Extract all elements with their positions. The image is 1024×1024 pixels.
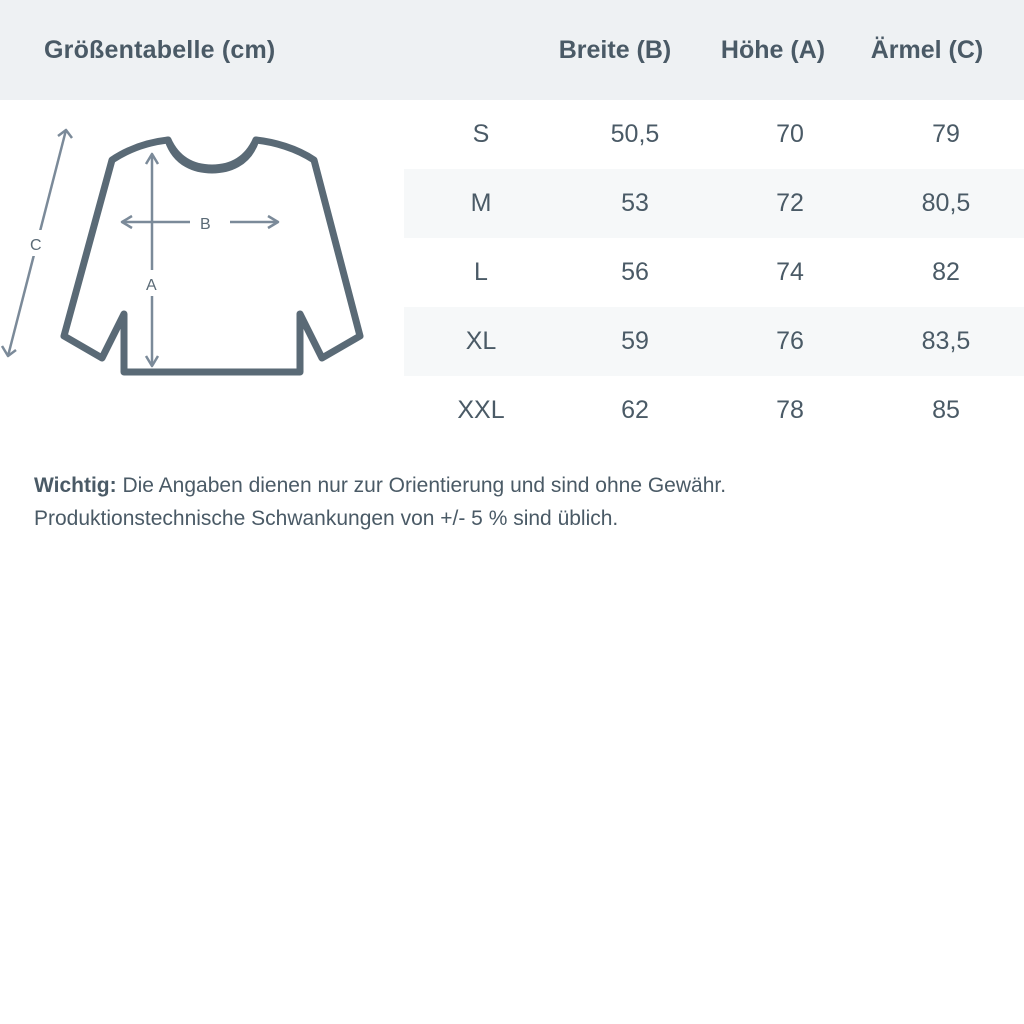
diagram-label-b: B	[200, 216, 211, 233]
chart-header	[0, 0, 1024, 100]
chart-body	[0, 100, 1024, 445]
cell-sleeve: 83,5	[868, 307, 1024, 376]
table-row	[404, 376, 1024, 445]
longsleeve-shirt-icon	[0, 118, 404, 418]
column-header-sleeve: Ärmel (C)	[870, 35, 984, 64]
cell-height: 76	[712, 307, 868, 376]
cell-width: 59	[558, 307, 712, 376]
cell-width: 56	[558, 238, 712, 307]
garment-diagram	[0, 100, 404, 418]
cell-width: 53	[558, 169, 712, 238]
cell-height: 78	[712, 376, 868, 445]
column-headers	[536, 36, 1002, 65]
cell-height: 72	[712, 169, 868, 238]
note-bold-label: Wichtig:	[34, 474, 117, 497]
cell-sleeve: 80,5	[868, 169, 1024, 238]
table-row	[404, 169, 1024, 238]
cell-sleeve: 82	[868, 238, 1024, 307]
cell-sleeve: 85	[868, 376, 1024, 445]
table-row	[404, 238, 1024, 307]
note-line-1: Die Angaben dienen nur zur Orientierung und sind ohne Gewähr.	[116, 474, 727, 497]
cell-size: XXL	[404, 376, 558, 445]
cell-sleeve: 79	[868, 100, 1024, 169]
cell-size: S	[404, 100, 558, 169]
cell-size: L	[404, 238, 558, 307]
cell-width: 62	[558, 376, 712, 445]
table-row	[404, 100, 1024, 169]
note-line-2: Produktionstechnische Schwankungen von +/- 5 % sind üblich.	[34, 507, 619, 530]
cell-size: XL	[404, 307, 558, 376]
cell-width: 50,5	[558, 100, 712, 169]
diagram-label-a: A	[146, 277, 157, 294]
diagram-label-c: C	[30, 237, 42, 254]
page-title: Größentabelle (cm)	[44, 35, 276, 64]
cell-height: 74	[712, 238, 868, 307]
cell-height: 70	[712, 100, 868, 169]
cell-size: M	[404, 169, 558, 238]
measurements-table	[404, 100, 1024, 445]
table-row	[404, 307, 1024, 376]
measurements-table-wrap	[404, 100, 1024, 445]
disclaimer-note	[0, 445, 1024, 535]
column-header-height: Höhe (A)	[720, 35, 826, 64]
column-header-width: Breite (B)	[558, 35, 672, 64]
